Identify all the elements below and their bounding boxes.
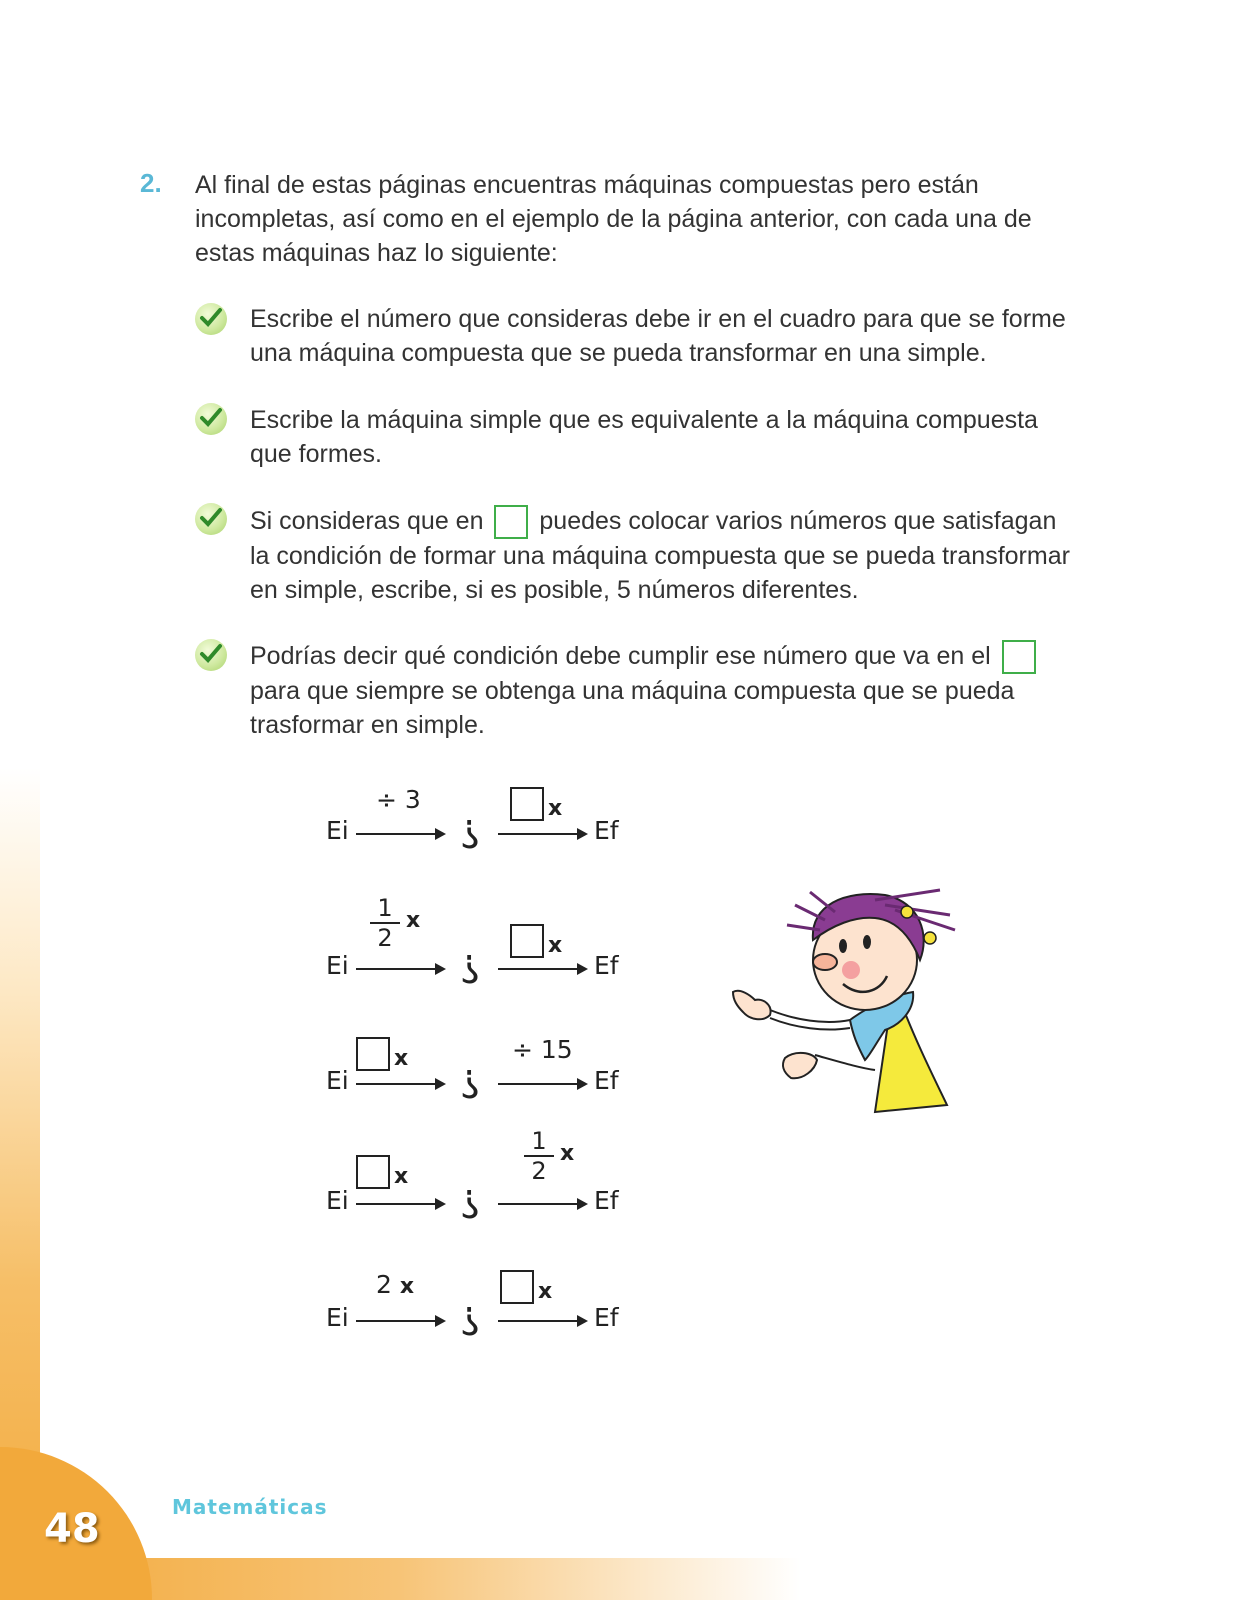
operator-2[interactable]: x — [510, 924, 562, 958]
check-icon — [195, 503, 227, 535]
check-icon — [195, 403, 227, 435]
machine-diagram-1 — [320, 775, 630, 855]
start-label: Ei — [326, 816, 349, 845]
end-label: Ef — [594, 951, 619, 980]
machine-diagram-4 — [320, 1125, 630, 1225]
fraction: $\frac{1}{2}$ — [370, 894, 400, 952]
arrow-icon — [356, 833, 444, 835]
operator-1: ÷ 3 — [376, 785, 421, 814]
footer-subject: Matemáticas — [172, 1495, 328, 1519]
machine-diagram-2 — [320, 890, 630, 990]
arrow-icon — [498, 1083, 586, 1085]
exercise-number: 2. — [140, 168, 162, 198]
blank-answer-box[interactable] — [500, 1270, 534, 1304]
start-label: Ei — [326, 951, 349, 980]
blank-answer-box[interactable] — [356, 1037, 390, 1071]
operator-1[interactable]: x — [356, 1155, 408, 1189]
machine-diagram-5 — [320, 1262, 630, 1342]
blank-answer-box[interactable] — [510, 787, 544, 821]
arrow-icon — [498, 833, 586, 835]
unknown-symbol: ? — [460, 946, 481, 990]
operator-2[interactable]: x — [500, 1270, 552, 1304]
item-text-before: Si consideras que en — [250, 507, 484, 535]
start-label: Ei — [326, 1186, 349, 1215]
instruction-item: Escribe la máquina simple que es equivalente a la máquina compuesta que formes. — [250, 406, 1038, 468]
end-label: Ef — [594, 1066, 619, 1095]
check-icon — [195, 303, 227, 335]
operator-1[interactable]: x — [356, 1037, 408, 1071]
unknown-symbol: ? — [460, 1181, 481, 1225]
arrow-icon — [356, 968, 444, 970]
answer-box-icon — [494, 505, 528, 539]
end-label: Ef — [594, 1186, 619, 1215]
operator-2[interactable]: x — [510, 787, 562, 821]
blank-answer-box[interactable] — [356, 1155, 390, 1189]
instruction-item — [250, 639, 1070, 742]
operator-2: ÷ 15 — [512, 1035, 573, 1064]
arrow-icon — [498, 1320, 586, 1322]
operator-x: x — [560, 1141, 575, 1166]
end-label: Ef — [594, 1303, 619, 1332]
item-text-after: para que siempre se obtenga una máquina compuesta que se pueda trasformar en simple. — [250, 677, 1015, 740]
start-label: Ei — [326, 1066, 349, 1095]
arrow-icon — [498, 968, 586, 970]
fraction: $\frac{1}{2}$ — [524, 1127, 554, 1185]
left-decorative-strip — [0, 0, 40, 1600]
item-text-before: Podrías decir qué condición debe cumplir ese número que va en el — [250, 642, 991, 670]
end-label: Ef — [594, 816, 619, 845]
item-text-after: puedes colocar varios números que satisfagan la condición de formar una máquina compuesta que se pueda transformar en simple, escribe, si es posible, 5 números diferentes. — [250, 507, 1070, 605]
arrow-icon — [498, 1203, 586, 1205]
operator-x: x — [406, 908, 421, 933]
start-label: Ei — [326, 1303, 349, 1332]
blank-answer-box[interactable] — [510, 924, 544, 958]
unknown-symbol: ? — [460, 1061, 481, 1105]
arrow-icon — [356, 1083, 444, 1085]
check-icon — [195, 639, 227, 671]
machine-diagram-3 — [320, 1025, 630, 1105]
instruction-item: Escribe el número que consideras debe ir en el cuadro para que se forme una máquina compuesta que se pueda transformar en una simple. — [250, 305, 1066, 367]
arrow-icon — [356, 1320, 444, 1322]
unknown-symbol: ? — [460, 1298, 481, 1342]
instruction-item — [250, 504, 1070, 607]
unknown-symbol: ? — [460, 811, 481, 855]
arrow-icon — [356, 1203, 444, 1205]
answer-box-icon — [1002, 640, 1036, 674]
exercise-instruction: Al final de estas páginas encuentras máquinas compuestas pero están incompletas, así como en el ejemplo de la página anterior, con cada una de estas máquinas haz lo siguiente: — [195, 171, 1032, 267]
operator-1: 2 x — [376, 1270, 415, 1299]
page-number: 48 — [44, 1506, 100, 1552]
girl-illustration — [725, 880, 965, 1120]
